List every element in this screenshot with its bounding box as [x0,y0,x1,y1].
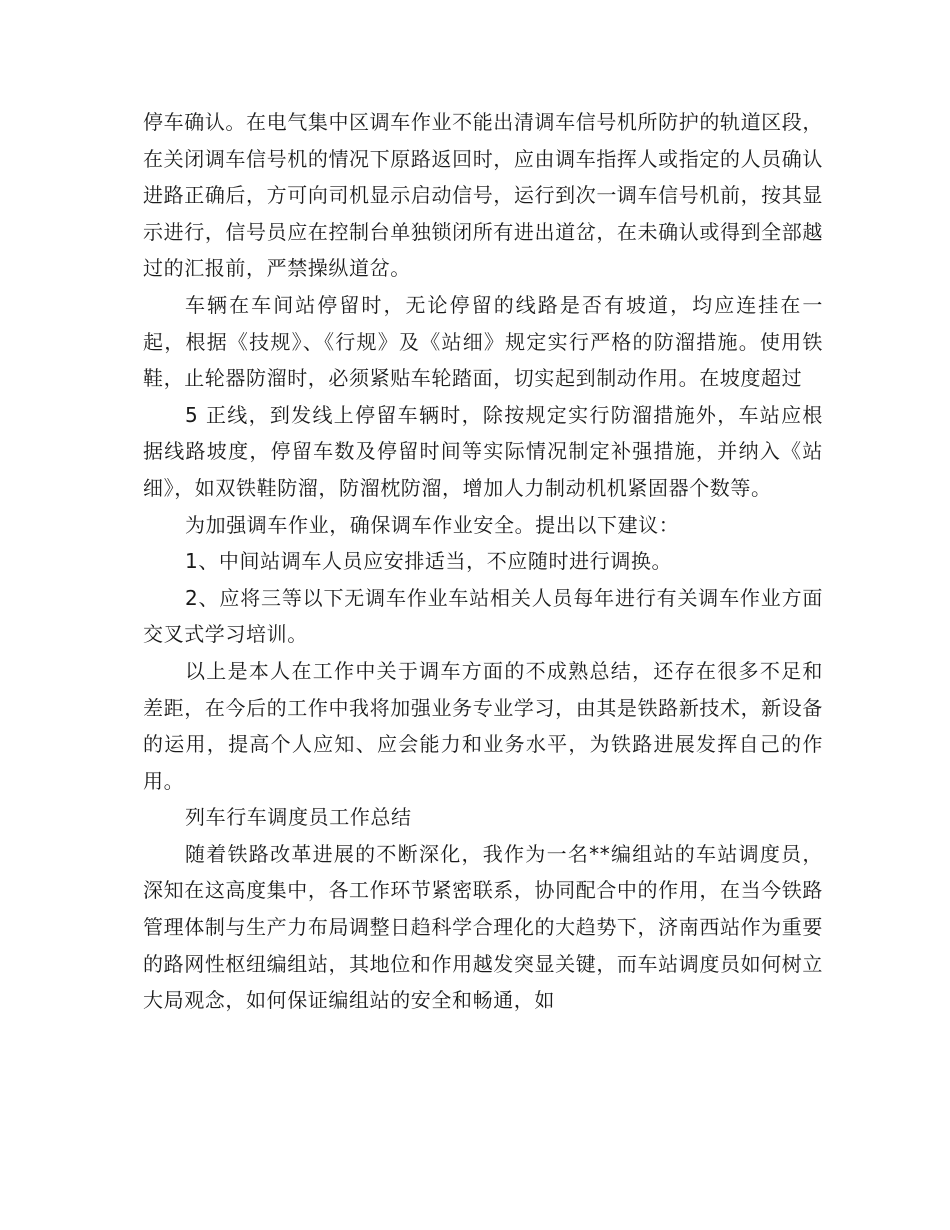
paragraph-suggestions-intro: 为加强调车作业，确保调车作业安全。提出以下建议： [185,512,680,537]
paragraph-continuation: 停车确认。在电气集中区调车作业不能出清调车信号机所防护的轨道区段，在关闭调车信号机的情况下原路返回时，应由调车指挥人或指定的人员确认进路正确后，方可向司机显示启动信号，运行到次一调车信号机前，按其显示进行，信号员应在控制台单独锁闭所有进出道岔，在未确认或得到全部越过的汇报前，严禁操纵道岔。 [143,110,823,281]
paragraph-anti-slip: 车辆在车间站停留时，无论停留的线路是否有坡道，均应连挂在一起，根据《技规》、《行规》及《站细》规定实行严格的防溜措施。使用铁鞋，止轮器防溜时，必须紧贴车轮踏面，切实起到制动作用。在坡度超过 [143,292,823,391]
paragraph-dispatcher-intro: 随着铁路改革进展的不断深化，我作为一名**编组站的车站调度员，深知在这高度集中，各工作环节紧密联系，协同配合中的作用，在当今铁路管理体制与生产力布局调整日趋科学合理化的大趋势下，济南西站作为重要的路网性枢纽编组站，其地位和作用越发突显关键，而车站调度员如何树立大局观念，如何保证编组站的安全和畅通，如 [143,841,823,1013]
list-item-suggestion-2: 2、应将三等以下无调车作业车站相关人员每年进行有关调车作业方面交叉式学习培训。 [143,585,823,647]
section-heading: 列车行车调度员工作总结 [185,805,412,830]
paragraph-conclusion: 以上是本人在工作中关于调车方面的不成熟总结，还存在很多不足和差距，在今后的工作中我将加强业务专业学习，由其是铁路新技术，新设备的运用，提高个人应知、应会能力和业务水平，为铁路进展发挥自己的作用。 [143,658,823,793]
document-body [143,104,823,1019]
list-item-suggestion-1: 1、中间站调车人员应安排适当，不应随时进行调换。 [185,549,673,574]
paragraph-main-line: 5 正线，到发线上停留车辆时，除按规定实行防溜措施外，车站应根据线路坡度，停留车数及停留时间等实际情况制定补强措施，并纳入《站细》，如双铁鞋防溜，防溜枕防溜，增加人力制动机机紧固器个数等。 [143,402,823,500]
